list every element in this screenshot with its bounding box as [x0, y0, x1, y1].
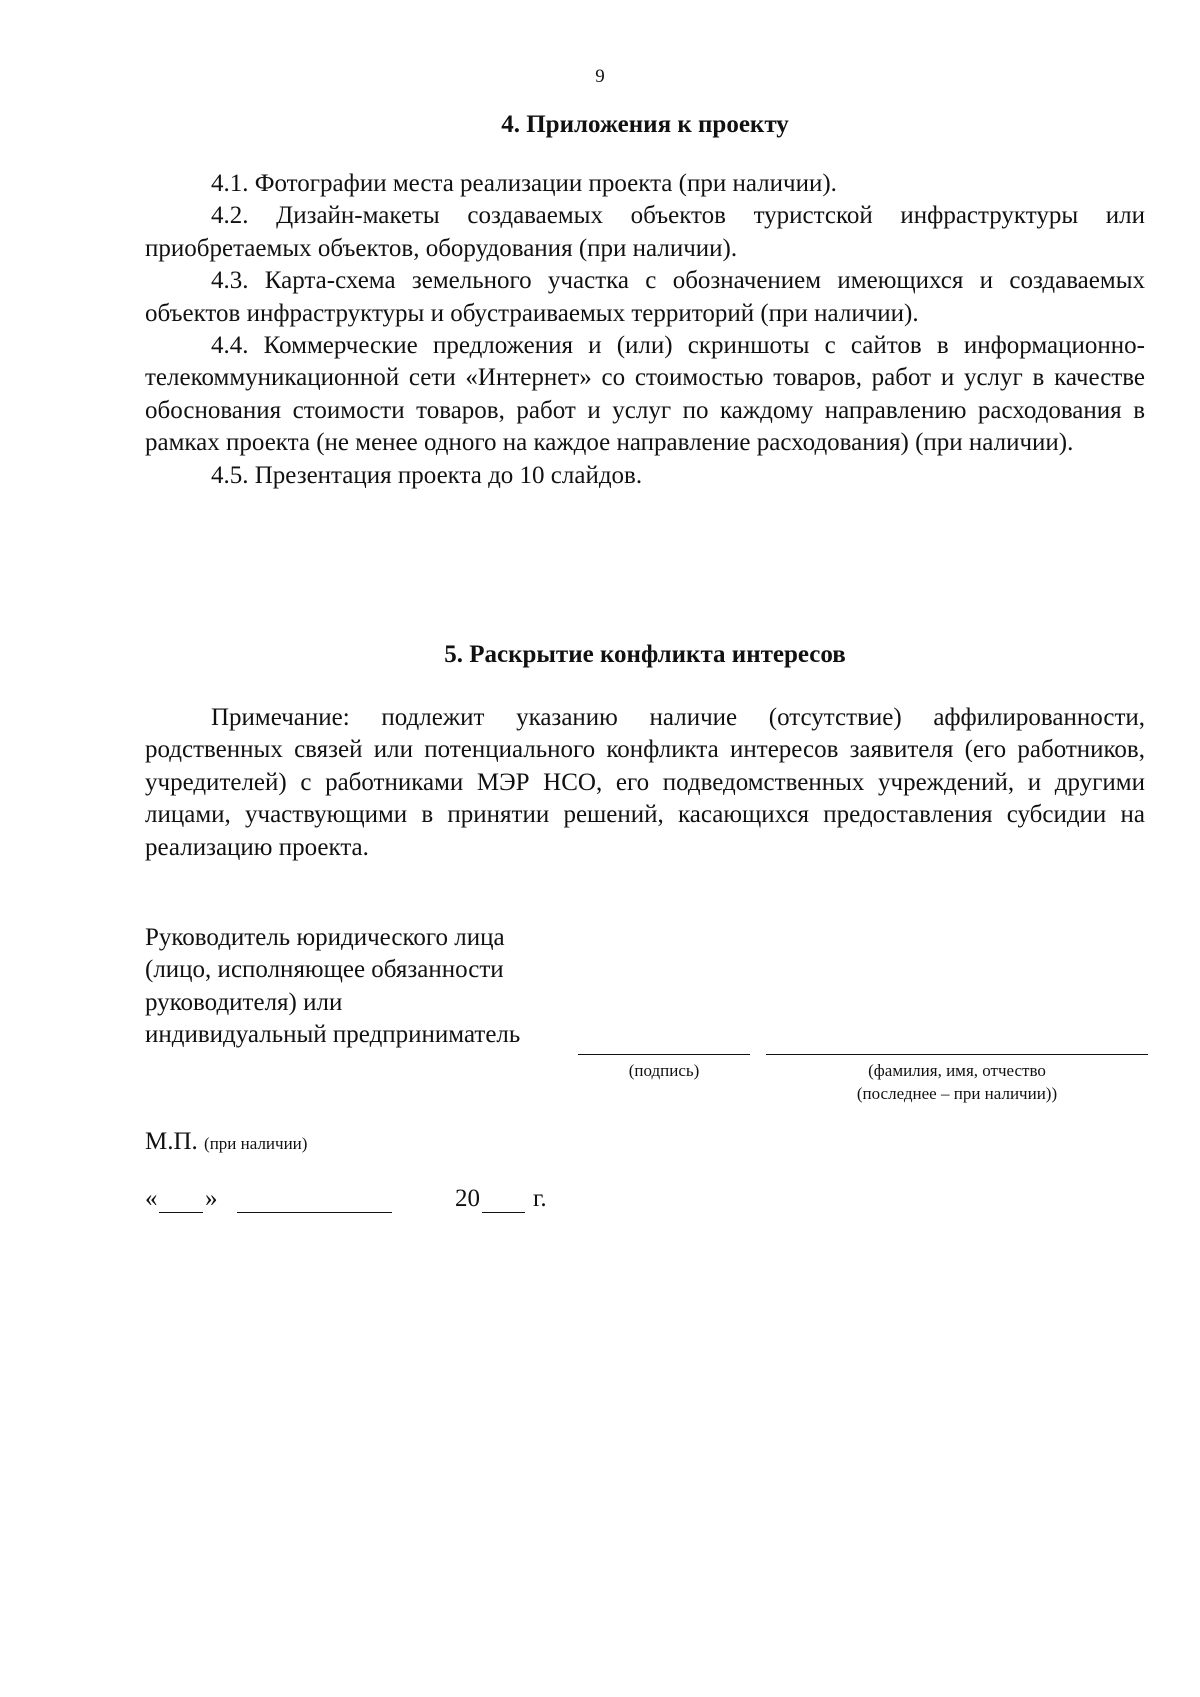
month-blank — [237, 1212, 392, 1213]
section-5-title: 5. Раскрытие конфликта интересов — [444, 641, 846, 668]
name-caption-2: (последнее – при наличии)) — [856, 1084, 1058, 1103]
signer-line-4: индивидуальный предприниматель — [145, 1021, 521, 1049]
item-4-2: 4.2. Дизайн-макеты создаваемых объектов туристской инфраструктуры или приобретаемых объектов, оборудования (при наличии). — [145, 202, 1145, 262]
item-4-5: 4.5. Презентация проекта до 10 слайдов. — [211, 461, 643, 489]
stamp-label — [145, 1128, 307, 1156]
signer-line-2: (лицо, исполняющее обязанности — [145, 956, 504, 984]
page-number: 9 — [595, 66, 605, 87]
signature-caption: (подпись) — [628, 1061, 700, 1080]
full-name-line — [766, 1054, 1148, 1055]
signer-line-1: Руководитель юридического лица — [145, 924, 505, 951]
conflict-note: Примечание: подлежит указанию наличие (отсутствие) аффилированности, родственных связей или потенциального конфликта интересов заявителя (его работников, учредителей) с работниками МЭР НСО, его подведомственных учреждений, и другими лицами, участвующими в принятии решений, касающихся предоставления субсидии на реализацию проекта. — [145, 704, 1145, 861]
stamp-mark: М.П. — [145, 1128, 198, 1155]
day-blank — [159, 1212, 203, 1213]
item-4-1: 4.1. Фотографии места реализации проекта (при наличии). — [211, 170, 837, 197]
signature-line — [578, 1054, 750, 1055]
section-4-title: 4. Приложения к проекту — [501, 111, 789, 138]
section-4-items — [145, 168, 1145, 492]
year-blank — [482, 1212, 525, 1213]
item-4-3: 4.3. Карта-схема земельного участка с обозначением имеющихся и создаваемых объектов инфраструктуры и обустраиваемых территорий (при наличии). — [145, 267, 1145, 327]
year-suffix: г. — [533, 1185, 547, 1212]
date-line — [145, 1185, 745, 1219]
section-5-body — [145, 702, 1145, 864]
date-close-quote: » — [205, 1185, 218, 1212]
signer-line-3: руководителя) или — [145, 988, 343, 1016]
signature-block — [145, 922, 520, 1052]
stamp-note: (при наличии) — [204, 1134, 308, 1153]
year-prefix: 20 — [455, 1185, 480, 1212]
date-open-quote: « — [145, 1185, 158, 1212]
item-4-4: 4.4. Коммерческие предложения и (или) скриншоты с сайтов в информационно-телекоммуникационной сети «Интернет» со стоимостью товаров, работ и услуг в качестве обоснования стоимости товаров, работ и услуг по каждому направлению расходования в рамках проекта (не менее одного на каждое направление расходования) (при наличии). — [145, 332, 1145, 457]
name-caption-1: (фамилия, имя, отчество — [868, 1061, 1046, 1080]
